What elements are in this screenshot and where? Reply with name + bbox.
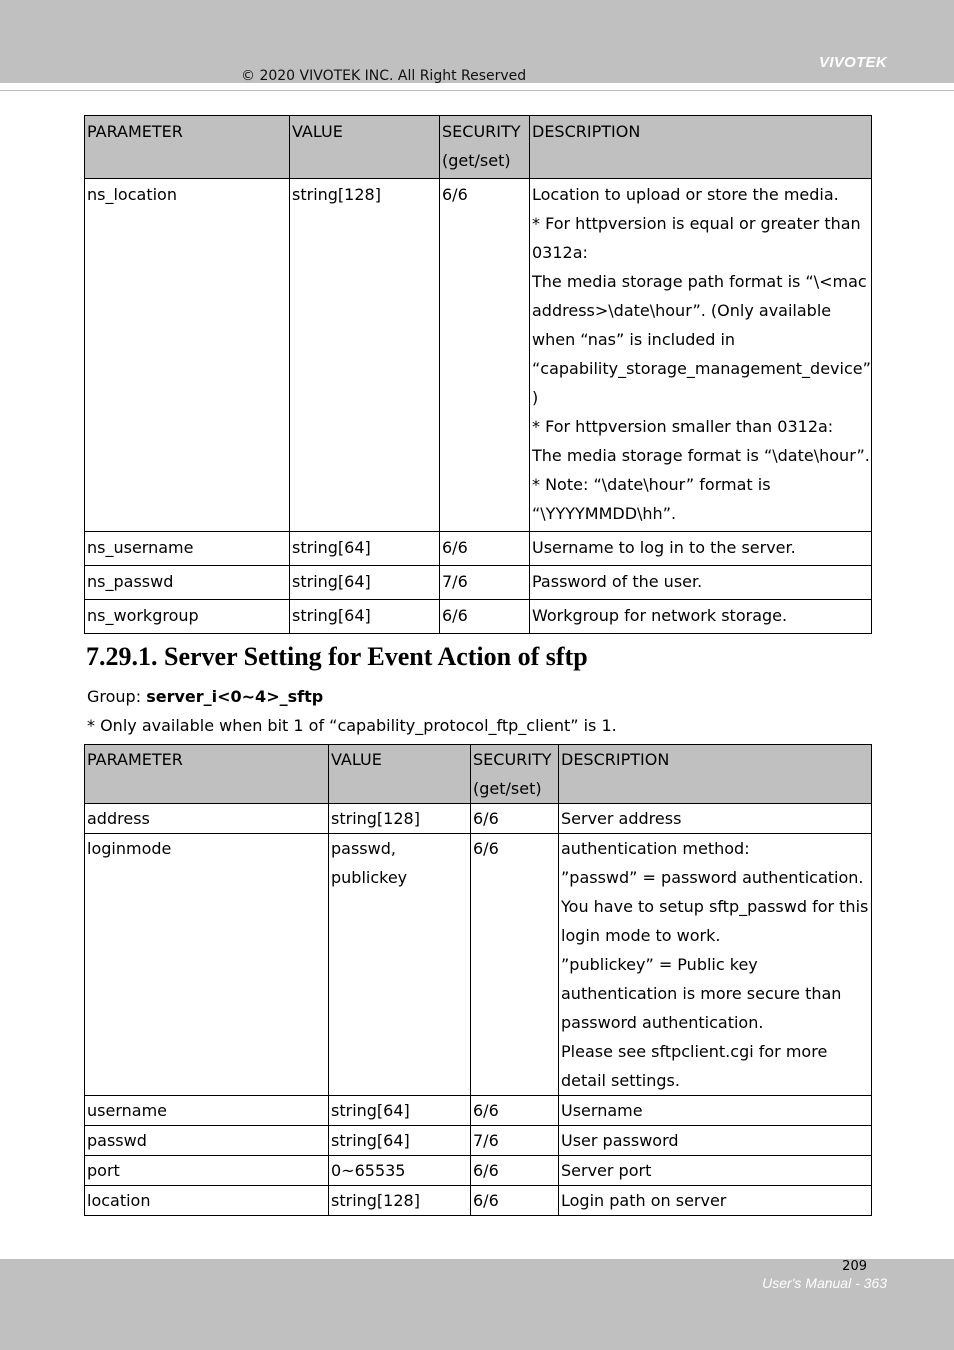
table-row bbox=[85, 804, 872, 834]
cell-parameter: passwd bbox=[85, 1126, 329, 1156]
cell-description: Login path on server bbox=[559, 1186, 872, 1216]
cell-parameter: loginmode bbox=[85, 834, 329, 1096]
brand-logo-text: VIVOTEK bbox=[819, 54, 887, 71]
cell-description: Password of the user. bbox=[530, 566, 872, 600]
cell-description: Server address bbox=[559, 804, 872, 834]
cell-description: authentication method: ”passwd” = password authentication. You have to setup sftp_passwd for this login mode to work. ”publickey” = Public key authentication is more secure than password authentication. Please see sftpclient.cgi for more detail settings. bbox=[559, 834, 872, 1096]
section-title: 7.29.1. Server Setting for Event Action of sftp bbox=[86, 642, 588, 671]
table-header-row bbox=[85, 745, 872, 804]
cell-value: string[64] bbox=[290, 566, 440, 600]
cell-value: string[64] bbox=[329, 1126, 471, 1156]
group-line bbox=[87, 687, 323, 706]
cell-description: Workgroup for network storage. bbox=[530, 600, 872, 634]
cell-parameter: location bbox=[85, 1186, 329, 1216]
cell-security: 6/6 bbox=[471, 1096, 559, 1126]
table-row bbox=[85, 566, 872, 600]
cell-parameter: username bbox=[85, 1096, 329, 1126]
parameter-table-ns bbox=[84, 115, 872, 634]
cell-value: string[64] bbox=[290, 600, 440, 634]
header-description: DESCRIPTION bbox=[530, 116, 872, 179]
cell-parameter: port bbox=[85, 1156, 329, 1186]
cell-value: string[128] bbox=[329, 804, 471, 834]
cell-security: 6/6 bbox=[471, 1186, 559, 1216]
table-row bbox=[85, 532, 872, 566]
group-value: server_i<0~4>_sftp bbox=[146, 687, 324, 706]
table-row bbox=[85, 600, 872, 634]
header-parameter: PARAMETER bbox=[85, 116, 290, 179]
header-value: VALUE bbox=[290, 116, 440, 179]
table-header-row bbox=[85, 116, 872, 179]
header-parameter: PARAMETER bbox=[85, 745, 329, 804]
cell-description: Username bbox=[559, 1096, 872, 1126]
cell-description: Username to log in to the server. bbox=[530, 532, 872, 566]
cell-description: User password bbox=[559, 1126, 872, 1156]
header-description: DESCRIPTION bbox=[559, 745, 872, 804]
cell-security: 6/6 bbox=[471, 804, 559, 834]
header-security: SECURITY (get/set) bbox=[471, 745, 559, 804]
cell-parameter: address bbox=[85, 804, 329, 834]
table-row bbox=[85, 1126, 872, 1156]
cell-security: 6/6 bbox=[440, 532, 530, 566]
cell-parameter: ns_username bbox=[85, 532, 290, 566]
cell-security: 7/6 bbox=[471, 1126, 559, 1156]
cell-security: 6/6 bbox=[471, 1156, 559, 1186]
table-row bbox=[85, 1156, 872, 1186]
cell-description: Location to upload or store the media. * For httpversion is equal or greater than 0312a: The media storage path format is “\<mac address>\date\hour”. (Only available when “nas” is included in “capability_storage_management_device”) * For httpversion smaller than 0312a: The media storage format is “\date\hour”. * Note: “\date\hour” format is “\YYYYMMDD\hh”. bbox=[530, 179, 872, 532]
page-footer-band bbox=[0, 1259, 954, 1350]
cell-parameter: ns_passwd bbox=[85, 566, 290, 600]
cell-parameter: ns_workgroup bbox=[85, 600, 290, 634]
cell-value: string[128] bbox=[329, 1186, 471, 1216]
cell-value: string[64] bbox=[290, 532, 440, 566]
header-value: VALUE bbox=[329, 745, 471, 804]
table-row bbox=[85, 1186, 872, 1216]
manual-page-label: User's Manual - 363 bbox=[762, 1275, 887, 1291]
table-row bbox=[85, 179, 872, 532]
table-row bbox=[85, 834, 872, 1096]
parameter-table-sftp bbox=[84, 744, 872, 1216]
cell-value: passwd, publickey bbox=[329, 834, 471, 1096]
header-security: SECURITY (get/set) bbox=[440, 116, 530, 179]
cell-security: 7/6 bbox=[440, 566, 530, 600]
group-label: Group: bbox=[87, 687, 147, 706]
table-row bbox=[85, 1096, 872, 1126]
page-number: 209 bbox=[842, 1259, 867, 1274]
cell-description: Server port bbox=[559, 1156, 872, 1186]
cell-security: 6/6 bbox=[440, 600, 530, 634]
cell-value: string[64] bbox=[329, 1096, 471, 1126]
cell-value: string[128] bbox=[290, 179, 440, 532]
copyright-text: © 2020 VIVOTEK INC. All Right Reserved bbox=[241, 68, 527, 84]
cell-security: 6/6 bbox=[440, 179, 530, 532]
cell-security: 6/6 bbox=[471, 834, 559, 1096]
header-divider bbox=[0, 90, 954, 91]
cell-parameter: ns_location bbox=[85, 179, 290, 532]
availability-note: * Only available when bit 1 of “capability_protocol_ftp_client” is 1. bbox=[87, 716, 617, 735]
cell-value: 0~65535 bbox=[329, 1156, 471, 1186]
